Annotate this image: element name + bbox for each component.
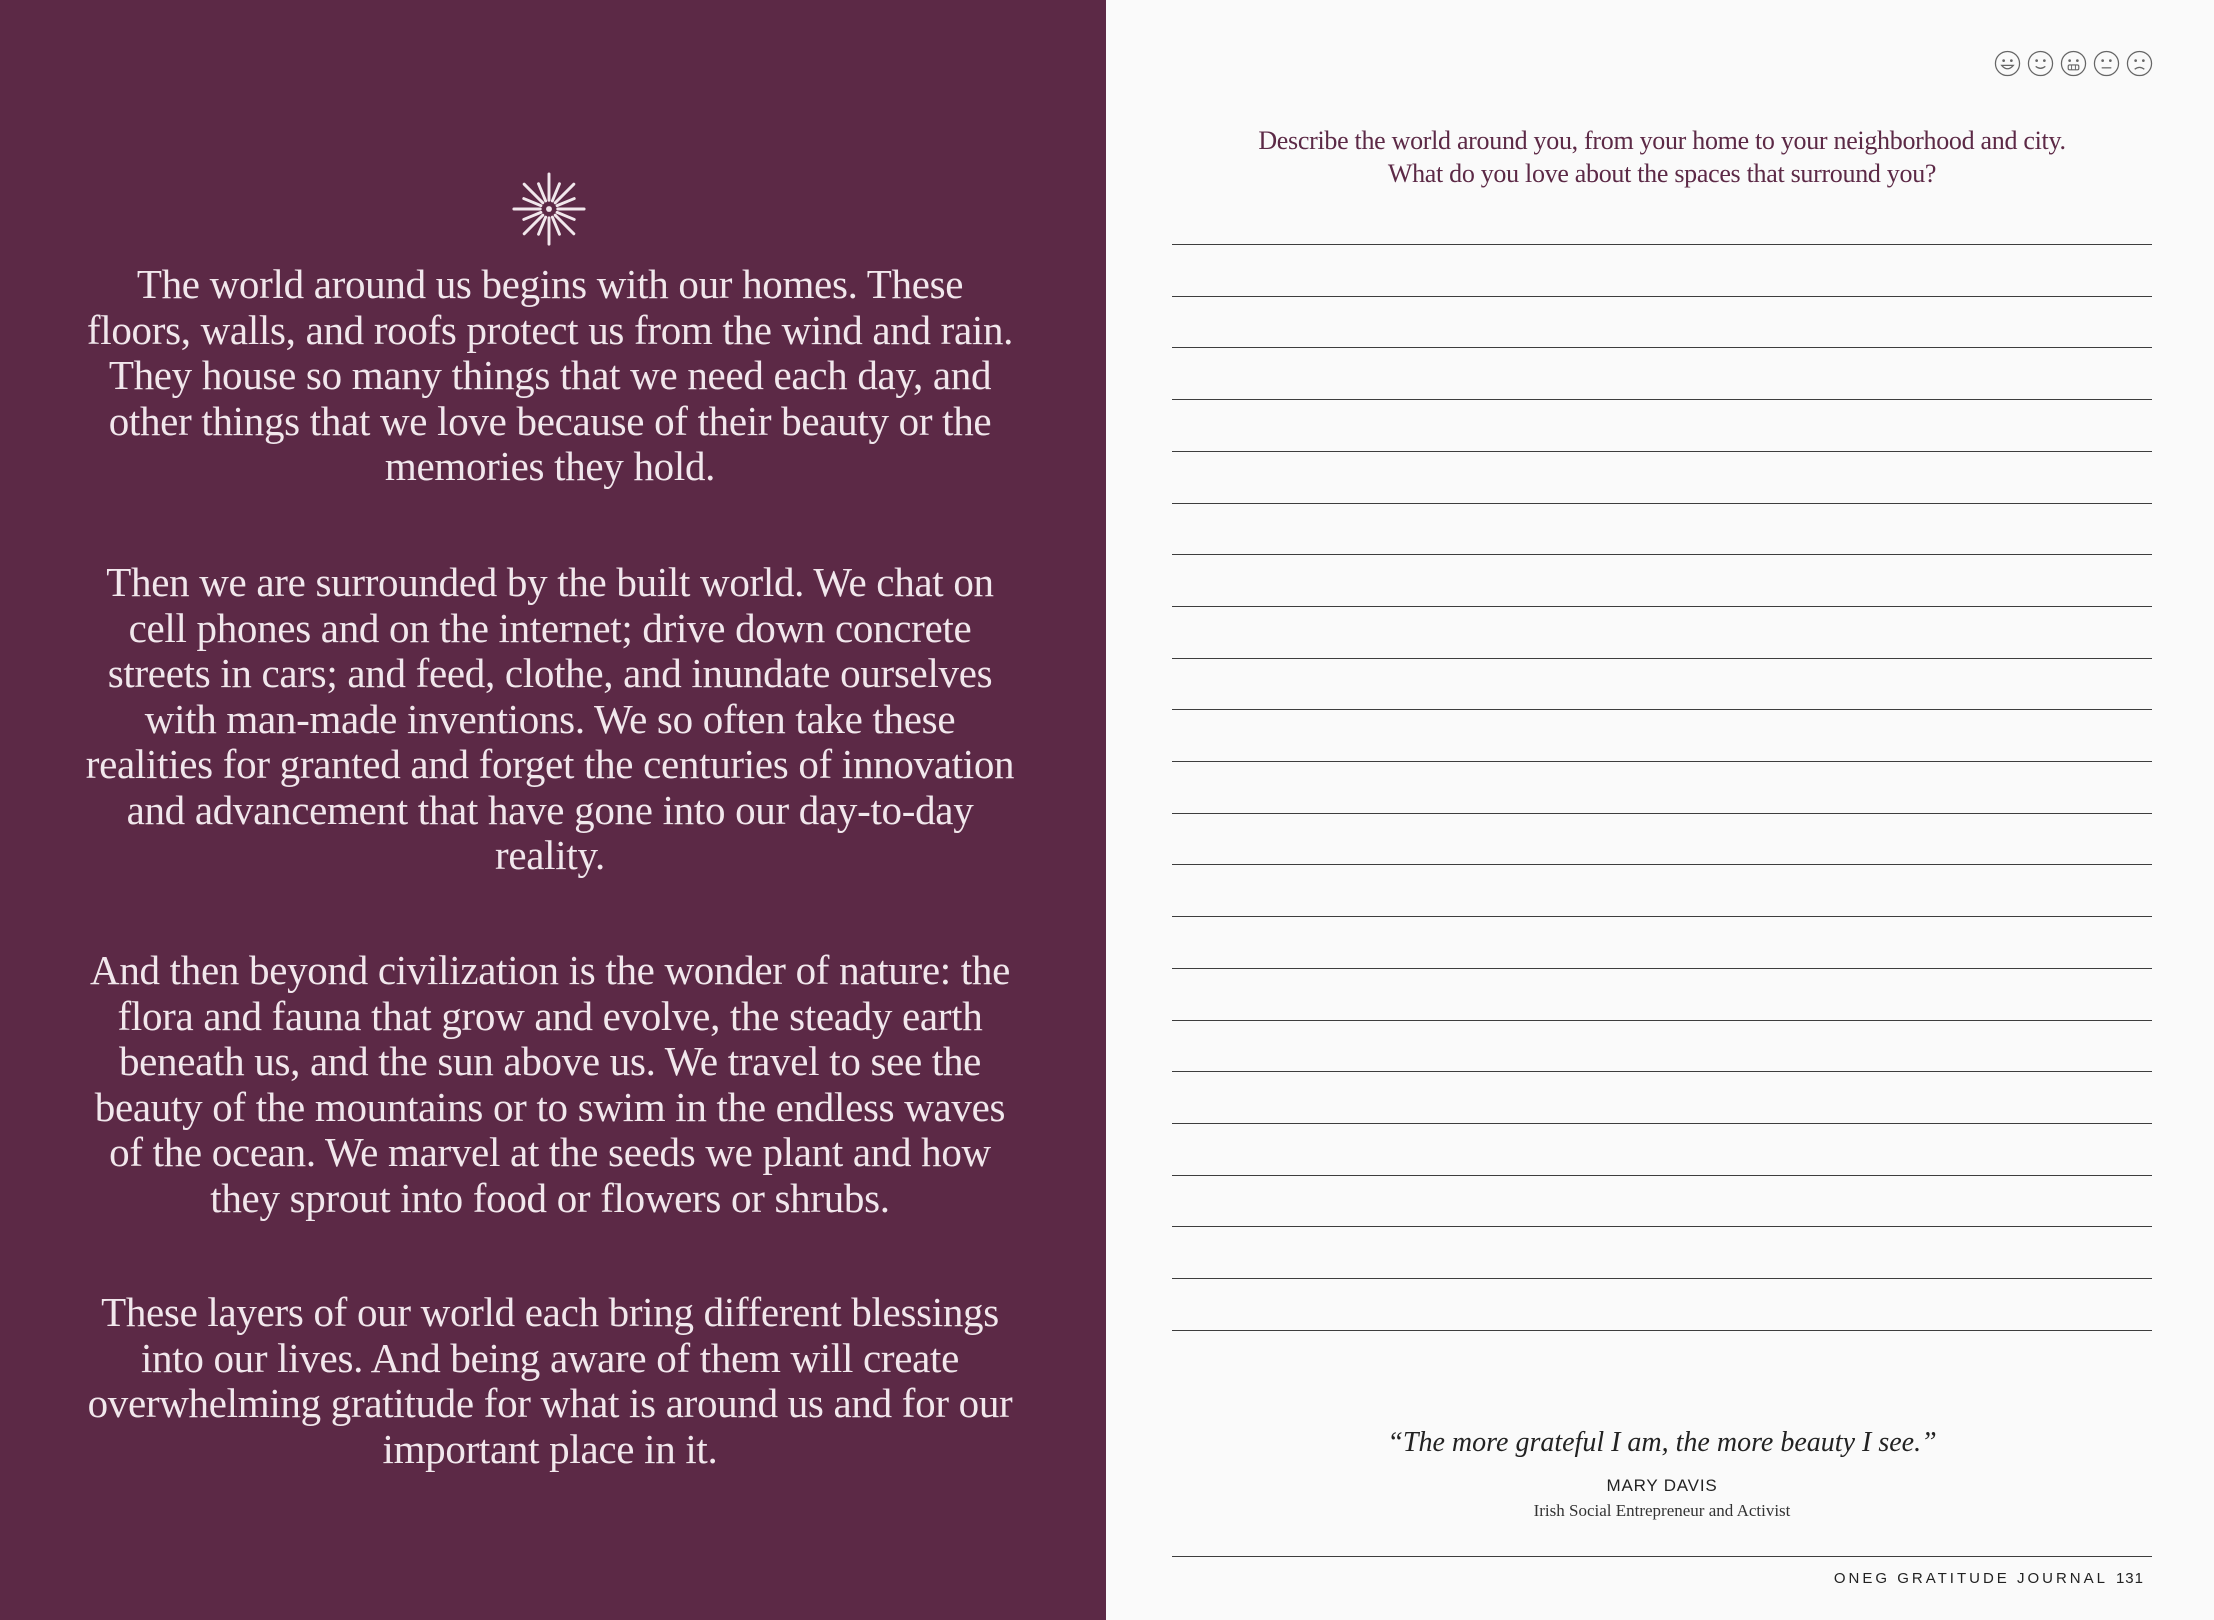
writing-line[interactable] [1172,813,2152,814]
writing-line[interactable] [1172,1226,2152,1227]
writing-line[interactable] [1172,1071,2152,1072]
intro-paragraph-4: These layers of our world each bring different blessings into our lives. And being aware of them will create overwhelming gratitude for what is around us and for our important place in it. [87,1289,1013,1472]
footer-divider [1172,1556,2152,1557]
starburst-icon [510,170,588,248]
writing-line[interactable] [1172,1330,2152,1331]
writing-line[interactable] [1172,864,2152,865]
writing-line[interactable] [1172,1123,2152,1124]
writing-line[interactable] [1172,1278,2152,1279]
writing-line[interactable] [1172,296,2152,297]
writing-line[interactable] [1172,1175,2152,1176]
journal-prompt-line-1: Describe the world around you, from your home to your neighborhood and city. [1258,126,2066,155]
writing-line[interactable] [1172,658,2152,659]
quote-author: MARY DAVIS [1606,1476,1718,1495]
writing-line[interactable] [1172,1020,2152,1021]
footer-title: ONEG GRATITUDE JOURNAL [1833,1570,2108,1587]
intro-paragraph-2: Then we are surrounded by the built world. We chat on cell phones and on the internet; drive down concrete streets in cars; and feed, clothe, and inundate ourselves with man-made inventions. We so often take these realities for granted and forget the centuries of innovation and advancement that have gone into our day-to-day reality. [85,559,1015,878]
writing-line[interactable] [1172,761,2152,762]
writing-area[interactable] [1172,0,2152,1620]
writing-line[interactable] [1172,916,2152,917]
journal-prompt-line-2: What do you love about the spaces that surround you? [1387,159,1937,188]
writing-line[interactable] [1172,451,2152,452]
writing-line[interactable] [1172,968,2152,969]
writing-line[interactable] [1172,347,2152,348]
writing-line[interactable] [1172,709,2152,710]
page-footer [1834,1569,2144,1589]
page-number: 131 [2115,1570,2144,1587]
writing-line[interactable] [1172,399,2152,400]
writing-line[interactable] [1172,606,2152,607]
writing-line[interactable] [1172,554,2152,555]
intro-paragraph-3: And then beyond civilization is the wonder of nature: the flora and fauna that grow and evolve, the steady earth beneath us, and the sun above us. We travel to see the beauty of the mountains or to swim in the endless waves of the ocean. We marvel at the seeds we plant and how they sprout into food or flowers or shrubs. [90,947,1010,1221]
writing-line[interactable] [1172,244,2152,245]
intro-paragraph-1: The world around us begins with our homes. These floors, walls, and roofs protect us from the wind and rain. They house so many things that we need each day, and other things that we love because of their beauty or the memories they hold. [86,261,1014,489]
writing-line[interactable] [1172,503,2152,504]
quote-text: “The more grateful I am, the more beauty I see.” [1387,1427,1937,1458]
quote-author-role: Irish Social Entrepreneur and Activist [1533,1501,1791,1520]
